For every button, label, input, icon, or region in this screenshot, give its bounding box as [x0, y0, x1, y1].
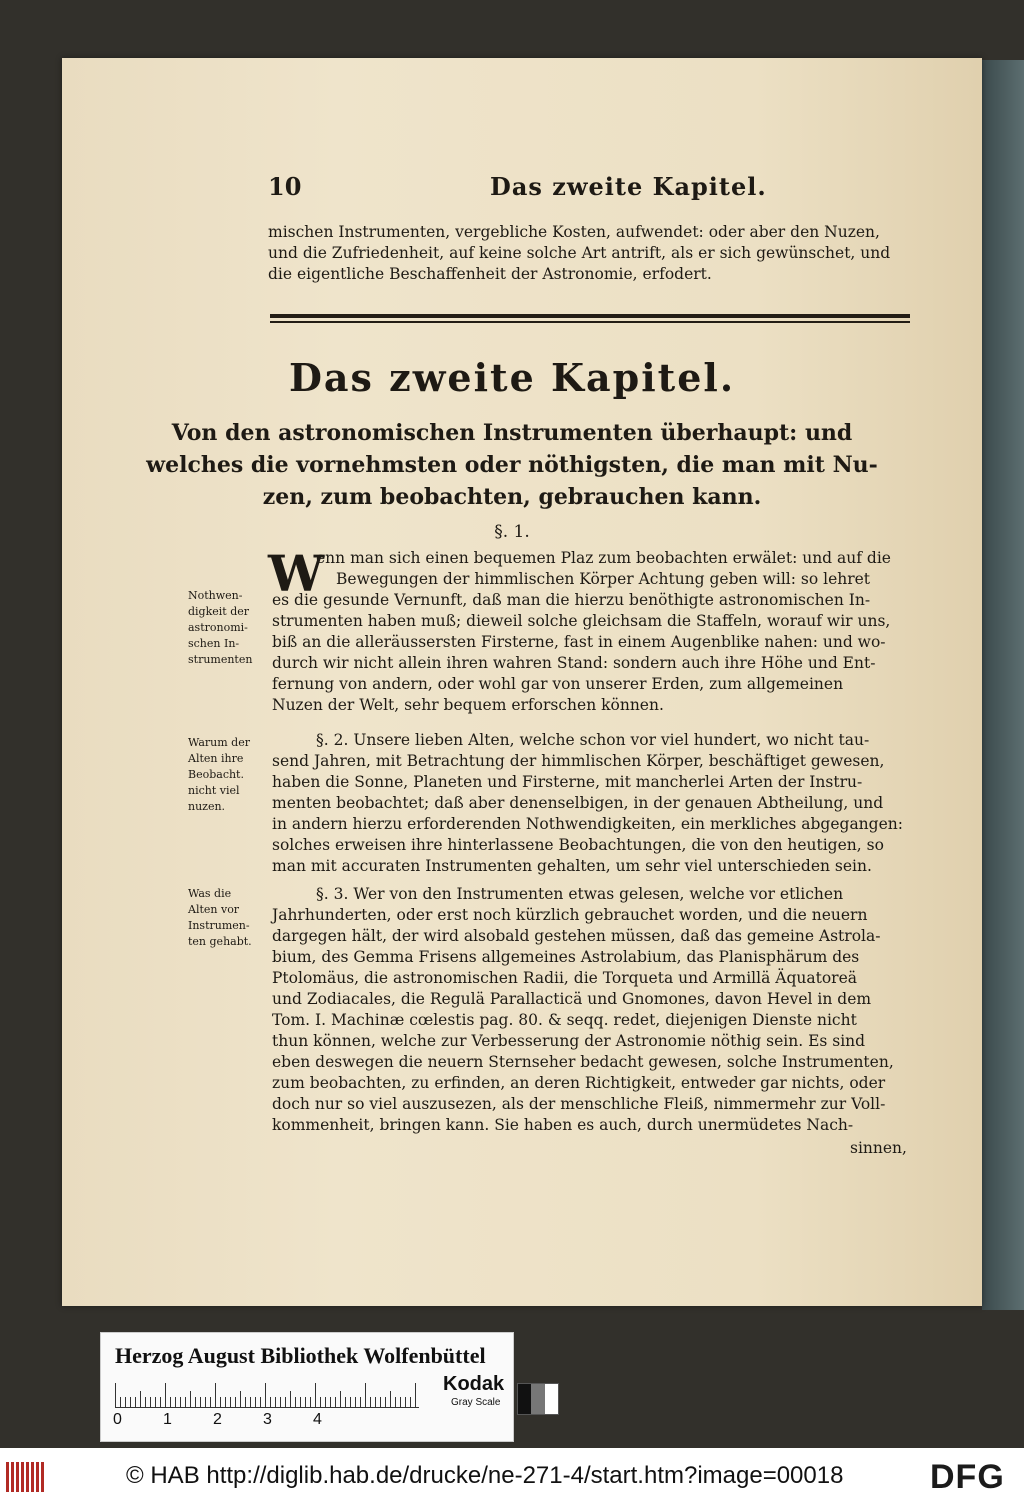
chapter-subtitle: welches die vornehmsten oder nöthigsten, die man mit Nu- — [146, 452, 878, 478]
ruler-tick — [330, 1397, 331, 1407]
ruler-tick — [235, 1397, 236, 1407]
ruler-tick — [210, 1397, 211, 1407]
section-sign: §. 1. — [494, 522, 530, 542]
ruler-tick — [240, 1391, 241, 1407]
text-line: Jahrhunderten, oder erst noch kürzlich gebrauchet worden, und die neuern — [272, 906, 868, 924]
margin-line: digkeit der — [188, 605, 250, 618]
ruler-tick — [285, 1397, 286, 1407]
text-line: doch nur so viel auszusezen, als der menschliche Fleiß, nimmermehr zur Voll- — [272, 1095, 886, 1113]
ruler-tick — [390, 1391, 391, 1407]
text-line: durch wir nicht allein ihren wahren Stand: sondern auch ihre Höhe und Ent- — [272, 654, 876, 672]
ruler-label: 1 — [163, 1411, 172, 1428]
margin-line: nicht viel — [188, 784, 240, 797]
ruler-tick — [230, 1397, 231, 1407]
ruler-tick — [295, 1397, 296, 1407]
ruler-label: 0 — [113, 1411, 122, 1428]
ruler-tick — [145, 1397, 146, 1407]
margin-line: Beobacht. — [188, 768, 244, 781]
ruler-tick — [150, 1397, 151, 1407]
ruler-tick — [280, 1397, 281, 1407]
ruler-tick — [385, 1397, 386, 1407]
text-line: man mit accuraten Instrumenten gehalten, um sehr viel unterschieden sein. — [272, 857, 872, 875]
ruler-tick — [320, 1397, 321, 1407]
text-line: §. 2. Unsere lieben Alten, welche schon vor viel hundert, wo nicht tau- — [316, 731, 870, 749]
ruler-tick — [120, 1397, 121, 1407]
ruler-tick — [220, 1397, 221, 1407]
catchword: sinnen, — [850, 1139, 907, 1157]
ruler-tick — [215, 1383, 216, 1407]
ruler-tick — [400, 1397, 401, 1407]
ruler-tick — [200, 1397, 201, 1407]
copyright-link[interactable]: © HAB http://diglib.hab.de/drucke/ne-271-4/start.htm?image=00018 — [126, 1462, 844, 1489]
kodak-logo: Kodak — [443, 1373, 505, 1395]
ruler-tick — [155, 1397, 156, 1407]
text-line: menten beobachtet; daß aber denenselbigen, in der genauen Abtheilung, und — [272, 794, 884, 812]
text-line: Nuzen der Welt, sehr bequem erforschen können. — [272, 696, 664, 714]
ruler-tick — [125, 1397, 126, 1407]
ruler-tick — [180, 1397, 181, 1407]
ruler-tick — [225, 1397, 226, 1407]
text-line: und Zodiacales, die Regulä Parallacticä und Gnomones, davon Hevel in dem — [272, 990, 872, 1008]
margin-line: strumenten — [188, 653, 253, 666]
ruler-tick — [205, 1397, 206, 1407]
text-line: dargegen hält, der wird alsobald gestehen müssen, daß das gemeine Astrola- — [272, 927, 881, 945]
ruler-tick — [185, 1397, 186, 1407]
text-line: thun können, welche zur Verbesserung der Astronomie nöthig sein. Es sind — [272, 1032, 866, 1050]
text-line: Tom. I. Machinæ cœlestis pag. 80. & seqq. redet, diejenigen Dienste nicht — [272, 1011, 857, 1029]
text-line: und die Zufriedenheit, auf keine solche Art antrift, als er sich gewünschet, und — [268, 244, 891, 262]
text-line: enn man sich einen bequemen Plaz zum beobachten erwälet: und auf die — [316, 549, 891, 567]
ruler-tick — [290, 1391, 291, 1407]
dfg-logo: DFG — [930, 1458, 1005, 1496]
text-line: mischen Instrumenten, vergebliche Kosten, aufwendet: oder aber den Nuzen, — [268, 223, 880, 241]
text-line: zum beobachten, zu erfinden, an deren Richtigkeit, entweder gar nichts, oder — [272, 1074, 886, 1092]
library-color-card — [100, 1332, 514, 1442]
ruler-tick — [175, 1397, 176, 1407]
ruler-tick — [140, 1391, 141, 1407]
ruler-label: 2 — [213, 1411, 222, 1428]
text-line: §. 3. Wer von den Instrumenten etwas gelesen, welche vor etlichen — [316, 885, 844, 903]
ruler-tick — [165, 1383, 166, 1407]
viewer-footer — [0, 1448, 1024, 1510]
text-line: es die gesunde Vernunft, daß man die hierzu benöthigte astronomischen In- — [272, 591, 871, 609]
ruler-tick — [250, 1397, 251, 1407]
text-line: Bewegungen der himmlischen Körper Achtung geben will: so lehret — [336, 570, 871, 588]
margin-line: Nothwen- — [188, 589, 243, 602]
margin-line: Was die — [188, 887, 232, 900]
text-line: solches erweisen ihre hinterlassene Beobachtungen, die von den heutigen, so — [272, 836, 884, 854]
margin-line: nuzen. — [188, 800, 226, 813]
ruler-tick — [135, 1397, 136, 1407]
ruler-tick — [245, 1397, 246, 1407]
ornamental-rule — [270, 321, 910, 323]
margin-line: schen In- — [188, 637, 240, 650]
ruler-tick — [305, 1397, 306, 1407]
gray-swatches — [517, 1383, 559, 1415]
hab-logo-icon — [6, 1462, 46, 1492]
ruler-tick — [360, 1397, 361, 1407]
ruler-tick — [300, 1397, 301, 1407]
ruler-tick — [315, 1383, 316, 1407]
ruler-tick — [310, 1397, 311, 1407]
ruler-tick — [160, 1397, 161, 1407]
ruler-label: 4 — [313, 1411, 322, 1428]
ruler-tick — [325, 1397, 326, 1407]
ruler-tick — [170, 1397, 171, 1407]
library-name: Herzog August Bibliothek Wolfenbüttel — [115, 1343, 486, 1368]
ruler-tick — [395, 1397, 396, 1407]
chapter-subtitle: Von den astronomischen Instrumenten überhaupt: und — [171, 420, 853, 446]
ruler-tick — [340, 1391, 341, 1407]
text-line: die eigentliche Beschaffenheit der Astronomie, erfodert. — [268, 265, 712, 283]
ruler-tick — [350, 1397, 351, 1407]
ruler-tick — [260, 1397, 261, 1407]
text-line: kommenheit, bringen kann. Sie haben es auch, durch unermüdetes Nach- — [272, 1116, 854, 1134]
ruler-tick — [195, 1397, 196, 1407]
running-title: Das zweite Kapitel. — [490, 172, 767, 201]
ornamental-rule — [270, 314, 910, 318]
margin-line: Instrumen- — [188, 919, 250, 932]
gray-scale-label: Gray Scale — [451, 1397, 501, 1408]
ruler-tick — [370, 1397, 371, 1407]
ruler-tick — [405, 1397, 406, 1407]
ruler-tick — [375, 1397, 376, 1407]
ruler-tick — [410, 1397, 411, 1407]
margin-note — [188, 588, 252, 668]
page-number: 10 — [268, 172, 302, 201]
text-line: bium, des Gemma Frisens allgemeines Astrolabium, das Planisphärum des — [272, 948, 860, 966]
measurement-ruler — [115, 1379, 419, 1408]
ruler-tick — [365, 1383, 366, 1407]
drop-capital: W — [268, 544, 325, 603]
ruler-tick — [270, 1397, 271, 1407]
text-line: biß an die alleräussersten Firsterne, fast in einem Augenblike nahen: und wo- — [272, 633, 886, 651]
ruler-tick — [380, 1397, 381, 1407]
ruler-tick — [415, 1383, 416, 1407]
ruler-tick — [345, 1397, 346, 1407]
margin-line: ten gehabt. — [188, 935, 252, 948]
ruler-tick — [355, 1397, 356, 1407]
text-line: strumenten haben muß; dieweil solche gleichsam die Staffeln, worauf wir uns, — [272, 612, 891, 630]
ruler-tick — [265, 1383, 266, 1407]
margin-note — [188, 735, 250, 815]
text-line: send Jahren, mit Betrachtung der himmlischen Körper, beschäftiget gewesen, — [272, 752, 885, 770]
ruler-tick — [255, 1397, 256, 1407]
text-line: Ptolomäus, die astronomischen Radii, die Torqueta und Armillä Äquatoreä — [272, 969, 857, 987]
ruler-tick — [190, 1391, 191, 1407]
margin-note — [188, 886, 252, 950]
chapter-subtitle: zen, zum beobachten, gebrauchen kann. — [262, 484, 762, 510]
text-line: in andern hierzu erforderenden Nothwendigkeiten, ein merkliches abgegangen: — [272, 815, 903, 833]
chapter-title: Das zweite Kapitel. — [288, 355, 736, 400]
margin-line: astronomi- — [188, 621, 248, 634]
text-line: fernung von andern, oder wohl gar von unserer Erden, zum allgemeinen — [272, 675, 844, 693]
ruler-tick — [115, 1383, 116, 1407]
ruler-tick — [275, 1397, 276, 1407]
next-page-edge — [982, 60, 1024, 1310]
margin-line: Alten ihre — [188, 752, 244, 765]
ruler-tick — [335, 1397, 336, 1407]
ruler-tick — [130, 1397, 131, 1407]
text-line: eben deswegen die neuern Sternseher bedacht gewesen, solche Instrumenten, — [272, 1053, 894, 1071]
text-line: haben die Sonne, Planeten und Firsterne, mit mancherlei Arten der Instru- — [272, 773, 863, 791]
ruler-label: 3 — [263, 1411, 272, 1428]
margin-line: Alten vor — [188, 903, 240, 916]
margin-line: Warum der — [188, 736, 250, 749]
